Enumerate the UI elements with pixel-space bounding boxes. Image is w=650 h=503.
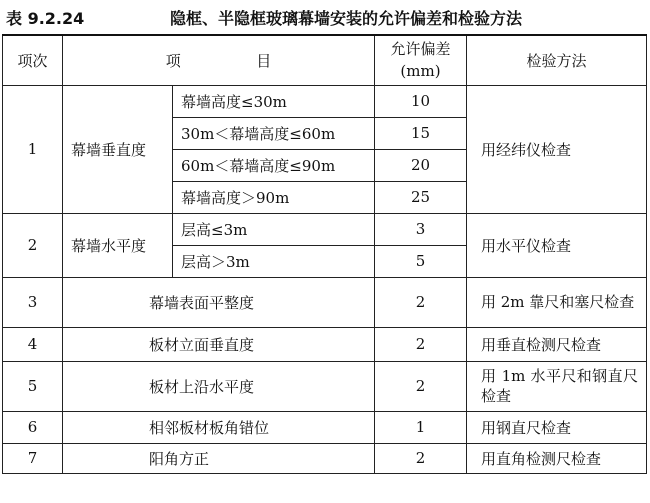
sub-item: 60m＜幕墙高度≤90m	[173, 149, 375, 181]
row-no: 6	[3, 411, 63, 443]
row-item: 相邻板材板角错位	[63, 411, 375, 443]
check-method: 用水平仪检查	[467, 213, 647, 277]
sub-item: 幕墙高度≤30m	[173, 85, 375, 117]
tolerance-value: 3	[375, 213, 467, 245]
row-no: 5	[3, 361, 63, 411]
check-method: 用 2m 靠尺和塞尺检查	[467, 277, 647, 327]
table-number: 表 9.2.24	[6, 9, 85, 28]
row-no: 1	[3, 85, 63, 213]
table-row	[3, 361, 647, 411]
row-no: 7	[3, 443, 63, 473]
tolerance-value: 5	[375, 245, 467, 277]
sub-item: 层高≤3m	[173, 213, 375, 245]
table-row	[3, 327, 647, 361]
table-row	[3, 277, 647, 327]
tolerance-value: 1	[375, 411, 467, 443]
row-no: 3	[3, 277, 63, 327]
row-item: 板材上沿水平度	[63, 361, 375, 411]
row-no: 4	[3, 327, 63, 361]
sub-item: 层高＞3m	[173, 245, 375, 277]
tolerance-table	[2, 34, 647, 474]
row-item: 板材立面垂直度	[63, 327, 375, 361]
table-row	[3, 85, 647, 117]
tolerance-value: 15	[375, 117, 467, 149]
row-item: 幕墙垂直度	[63, 85, 173, 213]
header-method: 检验方法	[467, 35, 647, 85]
row-item: 阳角方正	[63, 443, 375, 473]
header-item	[63, 35, 375, 85]
row-item: 幕墙表面平整度	[63, 277, 375, 327]
table-caption	[0, 0, 650, 34]
header-tolerance-unit: (mm)	[400, 62, 441, 81]
tolerance-value: 25	[375, 181, 467, 213]
header-tolerance	[375, 35, 467, 85]
tolerance-value: 2	[375, 361, 467, 411]
header-tolerance-label: 允许偏差	[390, 40, 451, 59]
table-title: 隐框、半隐框玻璃幕墙安装的允许偏差和检验方法	[170, 9, 523, 28]
table-row	[3, 411, 647, 443]
tolerance-value: 2	[375, 443, 467, 473]
check-method: 用钢直尺检查	[467, 411, 647, 443]
tolerance-value: 2	[375, 327, 467, 361]
tolerance-value: 20	[375, 149, 467, 181]
row-no: 2	[3, 213, 63, 277]
tolerance-value: 2	[375, 277, 467, 327]
table-row	[3, 443, 647, 473]
header-item-right: 目	[256, 51, 272, 70]
header-item-left: 项	[165, 51, 181, 70]
check-method: 用直角检测尺检查	[467, 443, 647, 473]
check-method: 用 1m 水平尺和钢直尺检查	[467, 361, 647, 411]
header-no: 项次	[3, 35, 63, 85]
header-row	[3, 35, 647, 85]
sub-item: 幕墙高度＞90m	[173, 181, 375, 213]
check-method: 用垂直检测尺检查	[467, 327, 647, 361]
sub-item: 30m＜幕墙高度≤60m	[173, 117, 375, 149]
table-row	[3, 213, 647, 245]
row-item: 幕墙水平度	[63, 213, 173, 277]
check-method: 用经纬仪检查	[467, 85, 647, 213]
tolerance-value: 10	[375, 85, 467, 117]
